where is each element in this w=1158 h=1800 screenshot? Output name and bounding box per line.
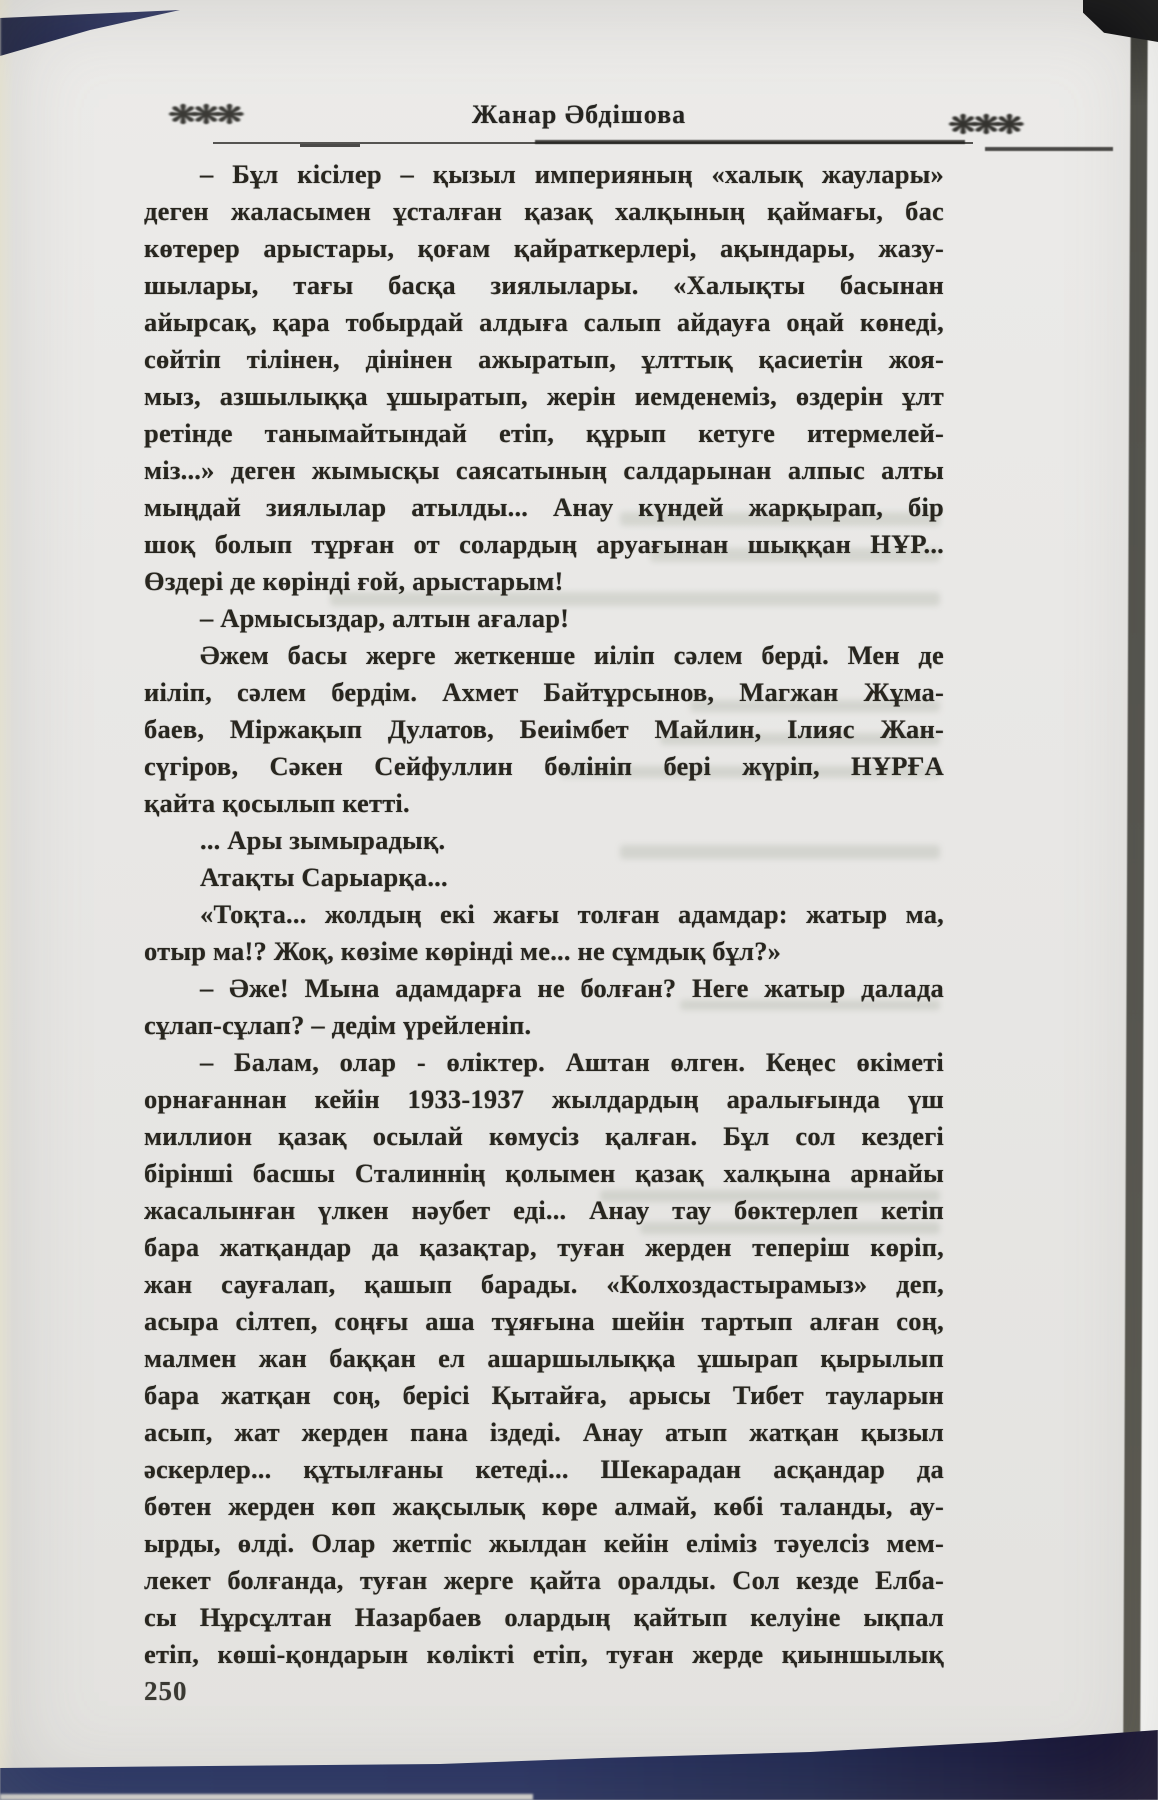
text-line: отыр ма!? Жоқ, көзіме көрінді ме... не сұмдық бұл?» [144, 936, 782, 966]
text-line: бірінші басшы Сталиннің қолымен қазақ халқына арнайы [144, 1158, 944, 1188]
text-line: қайта қосылып кетті. [144, 788, 410, 818]
text-line: айырсақ, қара тобырдай алдыға салып айдауға оңай көнеді, [144, 307, 944, 337]
text-line: міз...» деген жымысқы саясатының салдарынан алпыс алты [144, 455, 944, 485]
scan-corner-artifact [0, 4, 210, 64]
text-line: асып, жат жерден пана іздеді. Анау атып жатқан қызыл [144, 1417, 944, 1447]
text-line: «Тоқта... жолдың екі жағы толған адамдар: жатыр ма, [200, 899, 944, 929]
text-line: – Бұл кісілер – қызыл империяның «халық жаулары» [200, 159, 944, 189]
text-line: бөтен жерден көп жақсылық көре алмай, көбі таланды, ау- [144, 1491, 944, 1521]
text-line: ырды, өлді. Олар жетпіс жылдан кейін еліміз тәуелсіз мем- [144, 1528, 944, 1558]
text-line: Әжем басы жерге жеткенше иіліп сәлем берді. Мен де [200, 640, 944, 670]
page-number: 250 [144, 1676, 188, 1706]
text-line: – Армысыздар, алтын ағалар! [200, 603, 570, 633]
text-line: мыңдай зиялылар атылды... Анау күндей жарқырап, бір [144, 492, 944, 522]
text-line: бара жатқан соң, берісі Қытайға, арысы Тибет тауларын [144, 1380, 944, 1410]
text-line: – Балам, олар - өліктер. Аштан өлген. Кеңес өкіметі [200, 1047, 944, 1077]
text-line: орнағаннан кейін 1933-1937 жылдардың аралығында үш [144, 1084, 944, 1114]
text-line: сы Нұрсұлтан Назарбаев олардың қайтып келуіне ықпал [144, 1602, 944, 1632]
running-header-author: Жанар Әбдішова [471, 100, 687, 129]
text-line: иіліп, сәлем бердім. Ахмет Байтұрсынов, Магжан Жұма- [144, 677, 944, 707]
header-rule [985, 147, 1113, 151]
text-line: баев, Міржақып Дулатов, Беиімбет Майлин, Ілияс Жан- [144, 714, 944, 744]
text-line: деген жаласымен ұсталған қазақ халқының қаймағы, бас [144, 196, 944, 226]
text-line: сөйтіп тілінен, дінінен ажыратып, ұлттық қасиетін жоя- [144, 344, 944, 374]
text-line: малмен жан баққан ел ашаршылыққа ұшырап қырылып [144, 1343, 944, 1373]
scan-corner-dark [1083, 0, 1158, 42]
text-line: ... Ары зымырадық. [200, 825, 446, 855]
text-line: жасалынған үлкен нәубет еді... Анау тау бөктерлеп кетіп [144, 1195, 944, 1225]
text-line: миллион қазақ осылай көмусіз қалған. Бұл сол кездегі [144, 1121, 944, 1151]
header-rule [300, 144, 360, 147]
text-line: шылары, тағы басқа зиялылары. «Халықты басынан [144, 270, 944, 300]
text-line: сұлап-сұлап? – дедім үрейленіп. [144, 1010, 532, 1040]
text-line: – Әже! Мына адамдарға не болған? Неге жатыр далада [200, 973, 944, 1003]
text-line: жан сауғалап, қашып барады. «Колхоздастырамыз» деп, [144, 1269, 944, 1299]
body-text [144, 156, 944, 1673]
text-line: етіп, көші-қондарын көлікті етіп, туған жерде қиыншылық [144, 1639, 944, 1669]
scan-bottom-sliver [0, 1794, 533, 1800]
scan-bottom-band [0, 1722, 1158, 1800]
text-line: лекет болғанда, туған жерге қайта оралды. Сол кезде Елба- [144, 1565, 944, 1595]
text-line: сүгіров, Сәкен Сейфуллин бөлініп бері жүріп, НҰРҒА [144, 751, 944, 781]
text-line: көтерер арыстары, қоғам қайраткерлері, ақындары, жазу- [144, 233, 944, 263]
text-line: Атақты Сарыарқа... [200, 862, 448, 892]
text-line: бара жатқандар да қазақтар, туған жерден теперіш көріп, [144, 1232, 944, 1262]
fleuron-ornament-icon: ❋❋❋ [168, 100, 238, 130]
text-line: әскерлер... құтылғаны кетеді... Шекарадан асқандар да [144, 1454, 944, 1484]
fleuron-ornament-icon: ❋❋❋ [948, 110, 1018, 140]
text-line: ретінде танымайтындай етіп, құрып кетуге итермелей- [144, 418, 944, 448]
text-line: асыра сілтеп, соңғы аша тұяғына шейін тартып алған соң, [144, 1306, 944, 1336]
header-rule [535, 140, 965, 144]
text-line: мыз, азшылыққа ұшыратып, жерін иемденеміз, өздерін ұлт [144, 381, 944, 411]
text-line: шоқ болып тұрған от солардың аруағынан шыққан НҰР... [144, 529, 944, 559]
text-line: Өздері де көрінді ғой, арыстарым! [144, 566, 564, 596]
